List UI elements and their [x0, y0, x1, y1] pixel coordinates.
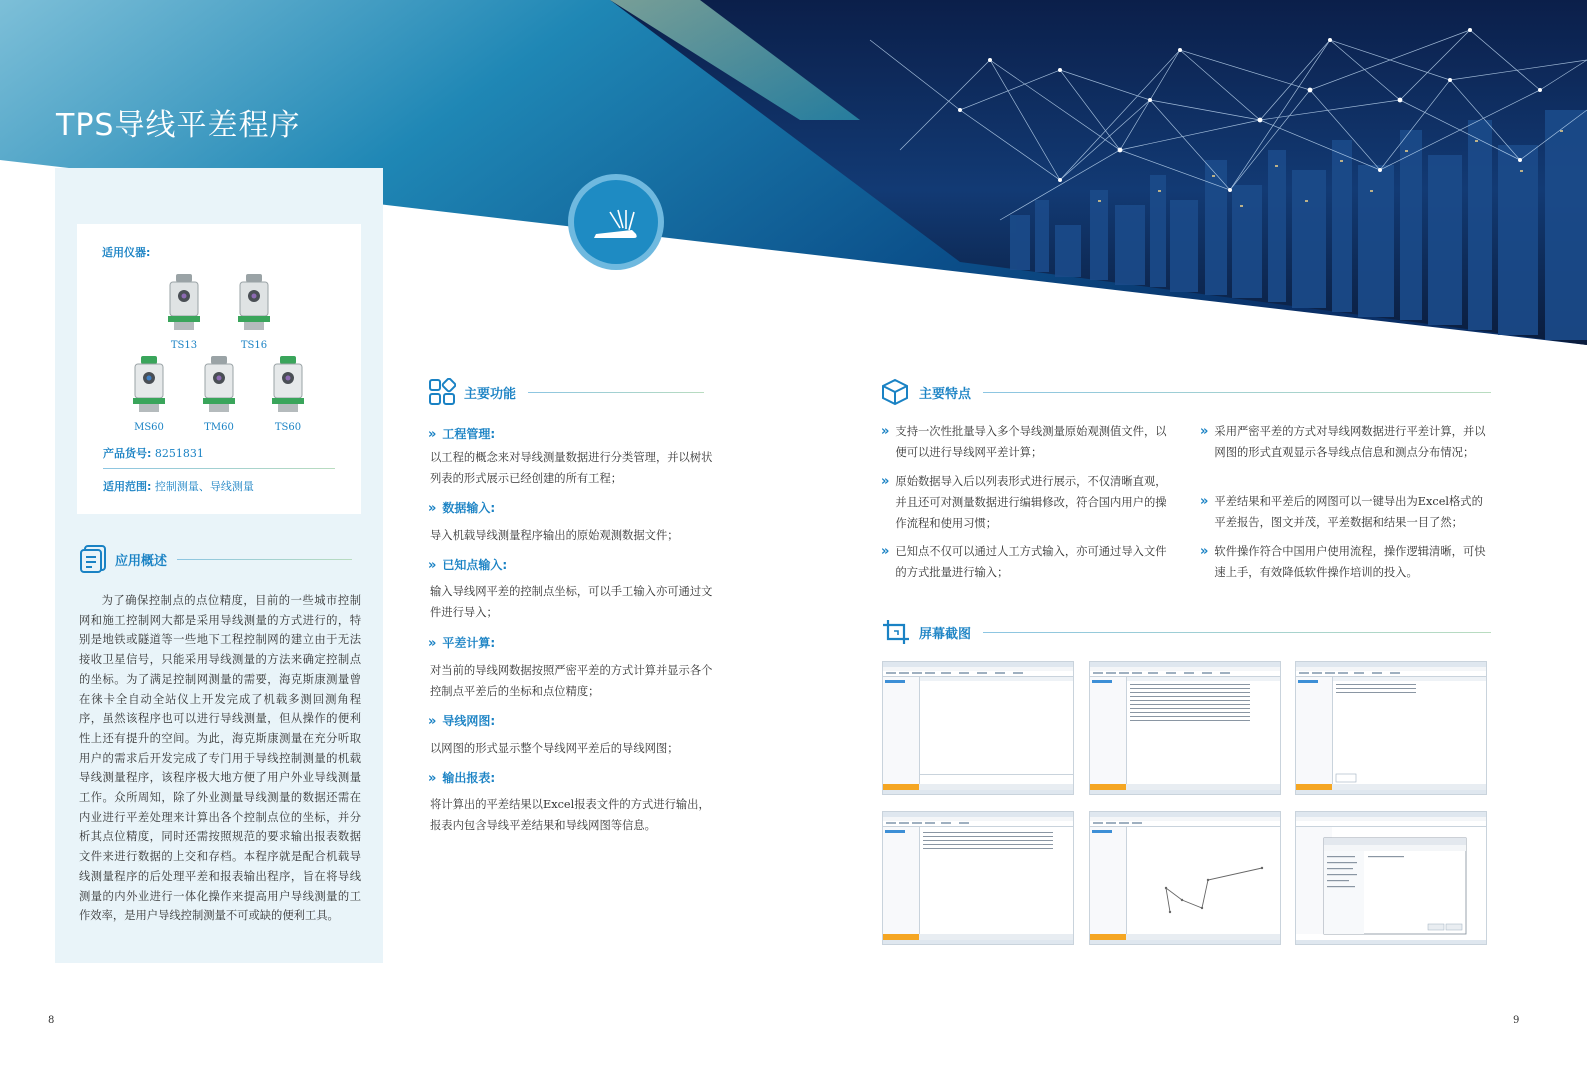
screenshot-thumbnail [1295, 661, 1487, 795]
double-chevron-icon: » [428, 714, 437, 729]
function-heading: » 输出报表: [428, 771, 496, 786]
page-number-right: 9 [1513, 1015, 1520, 1026]
divider [103, 468, 335, 469]
total-station-icon [129, 354, 169, 416]
instrument-name: TS60 [274, 422, 302, 433]
function-text: 将计算出的平差结果以Excel报表文件的方式进行输出，报表内包含导线平差结果和导线网图等信息。 [430, 798, 710, 832]
feature-item: » 支持一次性批量导入多个导线测量原始观测值文件，以便可以进行导线网平差计算； [881, 421, 1173, 463]
crop-icon [881, 618, 911, 646]
total-station-icon [268, 354, 308, 416]
function-heading: » 已知点输入: [428, 558, 508, 573]
double-chevron-icon: » [1200, 544, 1209, 559]
overview-header [79, 544, 352, 574]
double-chevron-icon: » [428, 558, 437, 573]
cube-icon [881, 378, 911, 406]
instrument-name: TM60 [204, 422, 234, 433]
feature-item: » 原始数据导入后以列表形式进行展示，不仅清晰直观，并且还可对测量数据进行编辑修改，符合国内用户的操作流程和使用习惯； [881, 471, 1173, 534]
instrument-name: MS60 [134, 422, 164, 433]
screenshot-thumbnail [1295, 811, 1487, 945]
features-header [881, 378, 1491, 406]
overview-text: 为了确保控制点的点位精度，目前的一些城市控制网和施工控制网大都是采用导线测量的方式进行的，特别是地铁或隧道等一些地下工程控制网的建立由于无法接收卫星信号，只能采用导线测量的方法来确定控制点的坐标。为了满足控制网测量的需要，海克斯康测量曾在徕卡全自动全站仪上开发完成了机载多测回测角程序，虽然该程序也可以进行导线测量，但从操作的便利性上还有提升的空间。为此，海克斯康测量在充分听取用户的需求后开发完成了专门用于导线控制测量的机载导线测量程序，该程序极大地方便了用户外业导线测量工作。众所周知，除了外业测量导线测量的数据还需在内业进行平差处理来计算出各个控制点位的坐标，并分析其点位精度，同时还需按照规范的要求输出报表数据文件来进行数据的上交和存档。本程序就是配合机载导线测量程序的后处理平差和报表输出程序，旨在将导线测量的内外业进行一体化操作来提高用户导线测量的工作效率，是用户导线控制测量不可或缺的便利工具。 [79, 594, 361, 923]
double-chevron-icon: » [1200, 424, 1209, 439]
section-rule [177, 559, 352, 560]
double-chevron-icon: » [428, 636, 437, 651]
scope [103, 478, 254, 494]
function-text: 导入机载导线测量程序输出的原始观测数据文件； [430, 529, 679, 542]
screenshots-title: 屏幕截图 [919, 626, 972, 642]
product-number-value: 8251831 [154, 447, 204, 460]
screenshots-header [881, 618, 1491, 646]
function-heading: » 导线网图: [428, 714, 496, 729]
section-rule [983, 632, 1491, 633]
double-chevron-icon: » [881, 424, 890, 439]
product-number-label: 产品货号: [103, 447, 152, 460]
document-icon [79, 544, 107, 574]
double-chevron-icon: » [428, 771, 437, 786]
instrument-ts16 [229, 272, 279, 351]
double-chevron-icon: » [428, 427, 437, 442]
total-station-icon [164, 272, 204, 334]
function-heading: » 数据输入: [428, 501, 496, 516]
functions-title: 主要功能 [464, 386, 517, 402]
instrument-name: TS16 [240, 340, 268, 351]
instrument-tm60 [194, 354, 244, 433]
page-title: TPS导线平差程序 [56, 108, 301, 143]
total-station-icon [234, 272, 274, 334]
function-text: 以工程的概念来对导线测量数据进行分类管理，并以树状列表的形式展示已经创建的所有工程； [430, 451, 713, 485]
overview-title: 应用概述 [115, 553, 168, 569]
function-text: 以网图的形式显示整个导线网平差后的导线网图； [430, 742, 679, 755]
instrument-ts13 [159, 272, 209, 351]
instrument-ts60 [263, 354, 313, 433]
function-heading: » 工程管理: [428, 427, 496, 442]
screenshot-thumbnail [882, 661, 1074, 795]
feature-item: » 已知点不仅可以通过人工方式输入，亦可通过导入文件的方式批量进行输入； [881, 541, 1173, 583]
feature-item: » 软件操作符合中国用户使用流程，操作逻辑清晰，可快速上手，有效降低软件操作培训的投入。 [1200, 541, 1492, 583]
function-text: 对当前的导线网数据按照严密平差的方式计算并显示各个控制点平差后的坐标和点位精度； [430, 664, 713, 698]
feature-item: » 采用严密平差的方式对导线网数据进行平差计算，并以网图的形式直观显示各导线点信息和测点分布情况； [1200, 421, 1492, 463]
functions-header [428, 378, 704, 406]
screenshot-thumbnail [1089, 811, 1281, 945]
total-station-icon [199, 354, 239, 416]
feature-item: » 平差结果和平差后的网图可以一键导出为Excel格式的平差报告，图文并茂，平差数据和结果一目了然； [1200, 491, 1492, 533]
function-text: 输入导线网平差的控制点坐标，可以手工输入亦可通过文件进行导入； [430, 585, 713, 619]
section-rule [983, 392, 1491, 393]
double-chevron-icon: » [881, 544, 890, 559]
section-badge [568, 174, 664, 270]
double-chevron-icon: » [1200, 494, 1209, 509]
screenshot-thumbnail [882, 811, 1074, 945]
instruments-label: 适用仪器: [102, 246, 151, 259]
survey-beam-icon [574, 180, 658, 264]
page-number-left: 8 [48, 1015, 55, 1026]
instrument-name: TS13 [170, 340, 198, 351]
double-chevron-icon: » [428, 501, 437, 516]
scope-value: 控制测量、导线测量 [154, 480, 254, 493]
screenshot-thumbnail [1089, 661, 1281, 795]
section-rule [528, 392, 704, 393]
instrument-ms60 [124, 354, 174, 433]
double-chevron-icon: » [881, 474, 890, 489]
features-title: 主要特点 [919, 386, 972, 402]
instrument-card [77, 224, 361, 514]
scope-label: 适用范围: [103, 480, 152, 493]
grid-apps-icon [428, 378, 456, 406]
function-heading: » 平差计算: [428, 636, 496, 651]
product-number [103, 445, 204, 461]
